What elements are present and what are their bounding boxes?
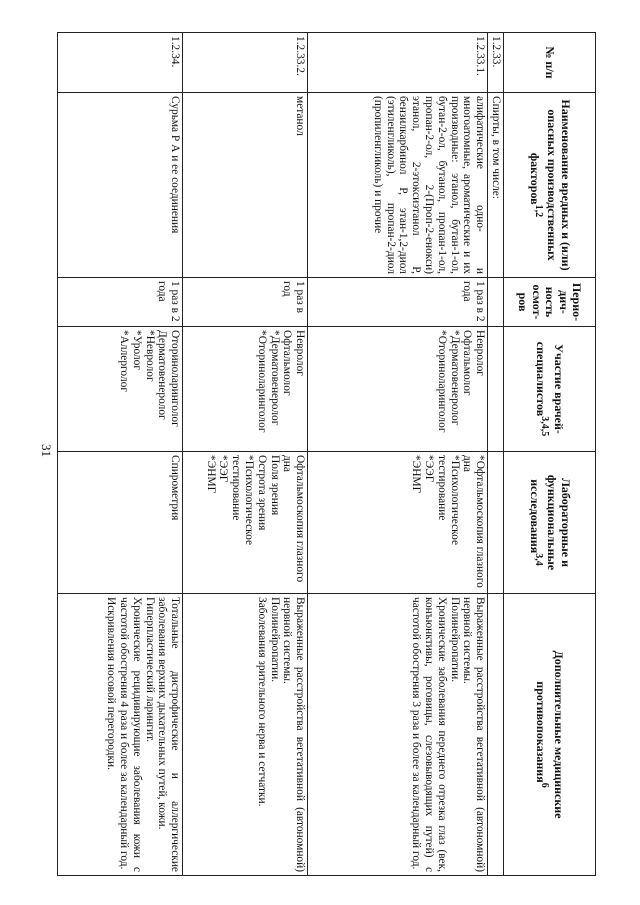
cell-period: 1 раз в 2 года bbox=[58, 278, 183, 327]
contra-item: Заболевания зрительного нерва и сетчатки. bbox=[255, 597, 268, 807]
doctor-item: *Аллерголог bbox=[118, 330, 131, 393]
cell-doctors bbox=[308, 327, 488, 452]
doctor-item: Офтальмолог bbox=[461, 330, 474, 396]
cell-factor: Спирты, в том числе: bbox=[488, 93, 504, 278]
doctor-item: Оториноларинголог bbox=[169, 330, 182, 427]
cell-period bbox=[488, 278, 504, 327]
cell-lab bbox=[58, 452, 183, 594]
doctor-item: Невролог bbox=[474, 330, 487, 376]
cell-lab bbox=[183, 452, 308, 594]
cell-contra bbox=[58, 594, 183, 876]
doctor-item: Дерматовенеролог bbox=[156, 330, 169, 420]
lab-item: Офтальмоскопия глазного дна bbox=[281, 455, 307, 583]
cell-num: 1.2.33. bbox=[488, 33, 504, 93]
cell-num: 1.2.33.1. bbox=[308, 33, 488, 93]
cell-factor: метанол bbox=[183, 93, 308, 278]
table-row bbox=[58, 33, 183, 876]
cell-contra bbox=[488, 594, 504, 876]
lab-item: *Психологическое тестирование bbox=[435, 455, 461, 545]
cell-lab bbox=[488, 452, 504, 594]
header-lab: Лабораторные и функциональные исследования$^{3,4}$ bbox=[504, 452, 596, 594]
contra-item: Хронические заболевания переднего отрезка глаз (век, конъюнктивы, роговицы, слезовыводящих путей) с частотой обострения 3 раза и более за календарный год. bbox=[410, 597, 448, 872]
header-factors: Наименование вредных и (или) опасных производственных факторов$^{1,2}$ bbox=[504, 93, 596, 278]
lab-item: *ЭНМГ bbox=[204, 455, 217, 494]
lab-item: Спирометрия bbox=[169, 455, 182, 521]
table-row bbox=[488, 33, 504, 876]
cell-factor: Сурьма Р А и ее соединения bbox=[58, 93, 183, 278]
lab-item: Поля зрения bbox=[268, 455, 281, 516]
lab-item: *ЭНМГ bbox=[410, 455, 423, 494]
cell-period: 1 раз в 2 года bbox=[308, 278, 488, 327]
cell-contra bbox=[183, 594, 308, 876]
table-row bbox=[183, 33, 308, 876]
doctor-item: Невролог bbox=[294, 330, 307, 376]
cell-num: 1.2.34. bbox=[58, 33, 183, 93]
doctor-item: *Дерматовенеролог bbox=[448, 330, 461, 426]
doctor-item: *Оториноларинголог bbox=[435, 330, 448, 433]
contra-item: Искривления носовой перегородки. bbox=[105, 597, 118, 770]
contra-item: Полинейропатии. bbox=[448, 597, 461, 683]
cell-doctors bbox=[58, 327, 183, 452]
cell-factor: алифатические одно- и многоатомные, ароматические и их производные: этанол, бутан-1-ол, бутан-2-ол, бутанол, пропан-1-ол, пропан-2-ол, 2-(Проп-2-енокси) этанол, 2-этоксиэтанол Р, бензилкарбинол Р, этан-1,2-диол (этиленгликоль), пропан-2-диол (пропиленгликоль) и прочие bbox=[308, 93, 488, 278]
table-row bbox=[308, 33, 488, 876]
header-contra: Дополнительные медицинские противопоказания$^6$ bbox=[504, 594, 596, 876]
lab-item: *Психологическое тестирование bbox=[230, 455, 256, 545]
contra-item: Гиперпластический ларингит. bbox=[143, 597, 156, 743]
cell-num: 1.2.33.2. bbox=[183, 33, 308, 93]
contra-item: Хронические рецидивирующие заболевания кожи с частотой обострения 4 раза и более за календарный год. bbox=[118, 597, 143, 872]
doctor-item: *Уролог bbox=[130, 330, 143, 371]
lab-item: Острота зрения bbox=[255, 455, 268, 531]
rotated-table-container bbox=[60, 32, 596, 875]
doctor-item: *Невролог bbox=[143, 330, 156, 382]
lab-item: *ЭЭГ bbox=[217, 455, 230, 483]
doctor-item: *Оториноларинголог bbox=[255, 330, 268, 433]
doctor-item: Офтальмолог bbox=[281, 330, 294, 396]
cell-contra bbox=[308, 594, 488, 876]
header-num: № п/п bbox=[504, 33, 596, 93]
contra-item: Полинейропатии. bbox=[268, 597, 281, 683]
header-period: Перио-дич-ность осмот-ров bbox=[504, 278, 596, 327]
doctor-item: *Дерматовенеролог bbox=[268, 330, 281, 426]
cell-doctors bbox=[488, 327, 504, 452]
cell-lab bbox=[308, 452, 488, 594]
hazard-factors-table bbox=[57, 32, 596, 876]
page-number: 31 bbox=[39, 444, 54, 457]
lab-item: *Офтальмоскопия глазного дна bbox=[461, 455, 487, 588]
header-doctors: Участие врачей-специалистов$^{3,4,5}$ bbox=[504, 327, 596, 452]
cell-period: 1 раз в год bbox=[183, 278, 308, 327]
lab-item: *ЭЭГ bbox=[423, 455, 436, 483]
cell-doctors bbox=[183, 327, 308, 452]
contra-item: Выраженные расстройства вегетативной (автономной) нервной системы. bbox=[461, 597, 487, 872]
contra-item: Тотальные дистрофические и аллергические заболевания верхних дыхательных путей, кожи. bbox=[156, 597, 182, 872]
contra-item: Выраженные расстройства вегетативной (автономной) нервной системы. bbox=[281, 597, 307, 872]
